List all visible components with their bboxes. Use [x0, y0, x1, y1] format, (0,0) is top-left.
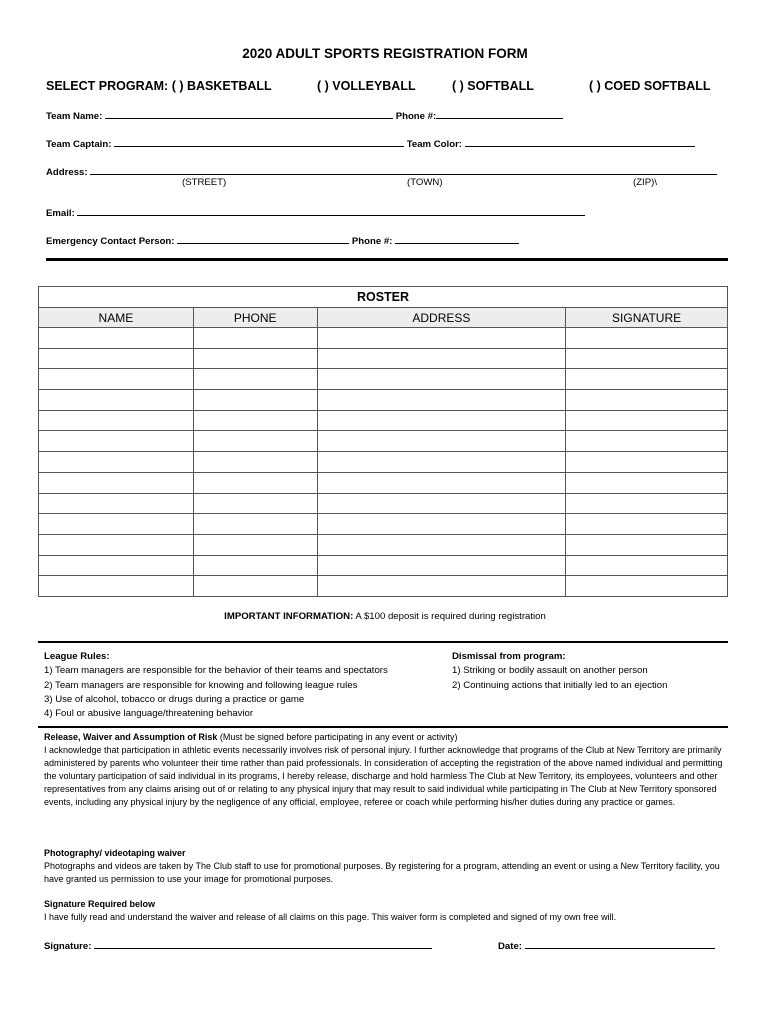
address-row	[46, 164, 717, 178]
emergency-contact-label: Emergency Contact Person:	[46, 236, 175, 247]
roster-cell-signature[interactable]	[566, 328, 728, 349]
email-field[interactable]	[77, 205, 585, 216]
roster-cell-address[interactable]	[317, 390, 566, 411]
roster-cell-name[interactable]	[39, 493, 194, 514]
waiver-section	[44, 731, 730, 810]
team-name-field[interactable]	[105, 108, 393, 119]
roster-cell-signature[interactable]	[566, 348, 728, 369]
program-volleyball-option[interactable]: ( ) VOLLEYBALL	[317, 79, 416, 93]
roster-cell-address[interactable]	[317, 452, 566, 473]
roster-cell-phone[interactable]	[193, 493, 317, 514]
roster-cell-signature[interactable]	[566, 452, 728, 473]
dismissal-item: 1) Striking or bodily assault on another person	[452, 665, 648, 677]
league-rule-item: 2) Team managers are responsible for knowing and following league rules	[44, 679, 358, 691]
roster-cell-signature[interactable]	[566, 369, 728, 390]
roster-header-address: ADDRESS	[317, 308, 566, 328]
roster-title: ROSTER	[39, 287, 728, 308]
roster-cell-address[interactable]	[317, 431, 566, 452]
roster-cell-name[interactable]	[39, 369, 194, 390]
zip-caption: (ZIP)\	[633, 177, 657, 188]
section-divider-2	[38, 641, 728, 643]
roster-row	[39, 452, 728, 473]
roster-cell-phone[interactable]	[193, 369, 317, 390]
league-rules	[44, 650, 388, 721]
roster-row	[39, 369, 728, 390]
league-rule-item: 3) Use of alcohol, tobacco or drugs during a practice or game	[44, 693, 305, 705]
roster-cell-signature[interactable]	[566, 431, 728, 452]
roster-body	[39, 328, 728, 597]
roster-cell-phone[interactable]	[193, 410, 317, 431]
roster-cell-phone[interactable]	[193, 348, 317, 369]
signature-label: Signature:	[44, 941, 92, 952]
roster-header-name: NAME	[39, 308, 194, 328]
street-caption: (STREET)	[182, 177, 227, 188]
roster-cell-name[interactable]	[39, 534, 194, 555]
roster-cell-phone[interactable]	[193, 472, 317, 493]
roster-cell-signature[interactable]	[566, 390, 728, 411]
important-label: IMPORTANT INFORMATION:	[224, 611, 354, 622]
roster-cell-address[interactable]	[317, 555, 566, 576]
team-captain-row	[46, 136, 695, 150]
email-label: Email:	[46, 208, 75, 219]
program-softball-option[interactable]: ( ) SOFTBALL	[452, 79, 534, 93]
roster-row	[39, 328, 728, 349]
section-divider	[46, 258, 728, 261]
roster-cell-name[interactable]	[39, 328, 194, 349]
roster-table	[38, 286, 728, 597]
roster-row	[39, 348, 728, 369]
roster-cell-address[interactable]	[317, 328, 566, 349]
roster-cell-name[interactable]	[39, 410, 194, 431]
roster-cell-phone[interactable]	[193, 534, 317, 555]
roster-row	[39, 431, 728, 452]
dismissal-rules	[452, 650, 667, 693]
program-coed-softball-option[interactable]: ( ) COED SOFTBALL	[589, 79, 711, 93]
roster-cell-address[interactable]	[317, 369, 566, 390]
emergency-phone-field[interactable]	[395, 233, 519, 244]
league-rule-item: 1) Team managers are responsible for the behavior of their teams and spectators	[44, 665, 388, 677]
roster-cell-name[interactable]	[39, 555, 194, 576]
roster-cell-address[interactable]	[317, 348, 566, 369]
dismissal-heading: Dismissal from program:	[452, 651, 566, 662]
signature-row	[44, 938, 432, 952]
roster-row	[39, 514, 728, 535]
town-caption: (TOWN)	[407, 177, 443, 188]
team-phone-label: Phone #:	[395, 111, 437, 122]
address-label: Address:	[46, 167, 88, 178]
roster-cell-signature[interactable]	[566, 493, 728, 514]
roster-cell-signature[interactable]	[566, 555, 728, 576]
emergency-row	[46, 233, 519, 247]
roster-cell-address[interactable]	[317, 410, 566, 431]
roster-cell-address[interactable]	[317, 576, 566, 597]
roster-row	[39, 576, 728, 597]
important-text: A $100 deposit is required during registration	[353, 611, 546, 622]
program-basketball-option[interactable]: SELECT PROGRAM: ( ) BASKETBALL	[46, 79, 272, 93]
roster-row	[39, 410, 728, 431]
roster-row	[39, 472, 728, 493]
roster-cell-name[interactable]	[39, 472, 194, 493]
roster-cell-address[interactable]	[317, 472, 566, 493]
roster-row	[39, 555, 728, 576]
roster-cell-name[interactable]	[39, 576, 194, 597]
email-row	[46, 205, 585, 219]
roster-cell-address[interactable]	[317, 514, 566, 535]
roster-cell-signature[interactable]	[566, 410, 728, 431]
team-color-label: Team Color:	[406, 139, 462, 150]
dismissal-item: 2) Continuing actions that initially led to an ejection	[452, 679, 668, 691]
roster-cell-address[interactable]	[317, 534, 566, 555]
league-rules-heading: League Rules:	[44, 651, 110, 662]
roster-header-row	[39, 308, 728, 328]
photo-waiver-section	[44, 847, 730, 886]
emergency-phone-label: Phone #:	[351, 236, 393, 247]
date-field[interactable]	[525, 938, 715, 949]
roster-row	[39, 493, 728, 514]
roster-row	[39, 390, 728, 411]
roster-cell-signature[interactable]	[566, 514, 728, 535]
date-row	[498, 938, 715, 952]
team-captain-field[interactable]	[114, 136, 404, 147]
roster-cell-signature[interactable]	[566, 576, 728, 597]
signature-field[interactable]	[94, 938, 432, 949]
team-color-field[interactable]	[465, 136, 695, 147]
photo-waiver-heading: Photography/ videotaping waiver	[44, 848, 186, 858]
waiver-text: I acknowledge that participation in athletic events necessarily involves risk of personal injury. I further acknowledge that programs of the Club at New Territory are primarily administered by parents who volunteer their time rather than paid professionals. In consideration of accepting the registration of the above named individual and permitting the voluntary participation of said individual in its programs, I hereby release, discharge and hold harmless The Club at New Territory, its employees, volunteers and other representatives from any claims arising out of or relating to any physical injury that may result to said individual while participating in The Club at New Territory sponsored events, including any physical injury by the negligence of any official, employee, referee or coach while performing his/her duties during any practice or games.	[44, 745, 723, 808]
photo-waiver-text: Photographs and videos are taken by The Club staff to use for promotional purposes. By registering for a program, attending an event or using a New Territory facility, you have granted us permission to use your image for promotional purposes.	[44, 861, 720, 885]
waiver-heading: Release, Waiver and Assumption of Risk	[44, 732, 218, 742]
team-name-label: Team Name:	[46, 111, 103, 122]
waiver-note: (Must be signed before participating in any event or activity)	[217, 732, 458, 742]
important-info	[0, 611, 770, 622]
team-phone-field[interactable]	[436, 108, 563, 119]
emergency-contact-field[interactable]	[177, 233, 349, 244]
roster-cell-phone[interactable]	[193, 431, 317, 452]
date-label: Date:	[498, 941, 522, 952]
signature-required-section	[44, 898, 730, 924]
roster-cell-signature[interactable]	[566, 534, 728, 555]
signature-required-text: I have fully read and understand the waiver and release of all claims on this page. This waiver form is completed and signed of my own free will.	[44, 912, 617, 923]
section-divider-3	[38, 726, 728, 728]
form-title: 2020 ADULT SPORTS REGISTRATION FORM	[242, 46, 528, 61]
roster-cell-phone[interactable]	[193, 452, 317, 473]
roster-cell-name[interactable]	[39, 431, 194, 452]
team-captain-label: Team Captain:	[46, 139, 112, 150]
roster-cell-phone[interactable]	[193, 328, 317, 349]
roster-cell-phone[interactable]	[193, 555, 317, 576]
roster-cell-signature[interactable]	[566, 472, 728, 493]
roster-cell-phone[interactable]	[193, 576, 317, 597]
roster-row	[39, 534, 728, 555]
roster-header-phone: PHONE	[193, 308, 317, 328]
team-name-row	[46, 108, 563, 122]
roster-cell-address[interactable]	[317, 493, 566, 514]
roster-cell-phone[interactable]	[193, 514, 317, 535]
signature-required-heading: Signature Required below	[44, 899, 156, 909]
address-field[interactable]	[90, 164, 717, 175]
roster-cell-name[interactable]	[39, 348, 194, 369]
league-rule-item: 4) Foul or abusive language/threatening behavior	[44, 708, 254, 720]
roster-cell-phone[interactable]	[193, 390, 317, 411]
roster-cell-name[interactable]	[39, 514, 194, 535]
roster-cell-name[interactable]	[39, 452, 194, 473]
roster-cell-name[interactable]	[39, 390, 194, 411]
roster-header-signature: SIGNATURE	[566, 308, 728, 328]
